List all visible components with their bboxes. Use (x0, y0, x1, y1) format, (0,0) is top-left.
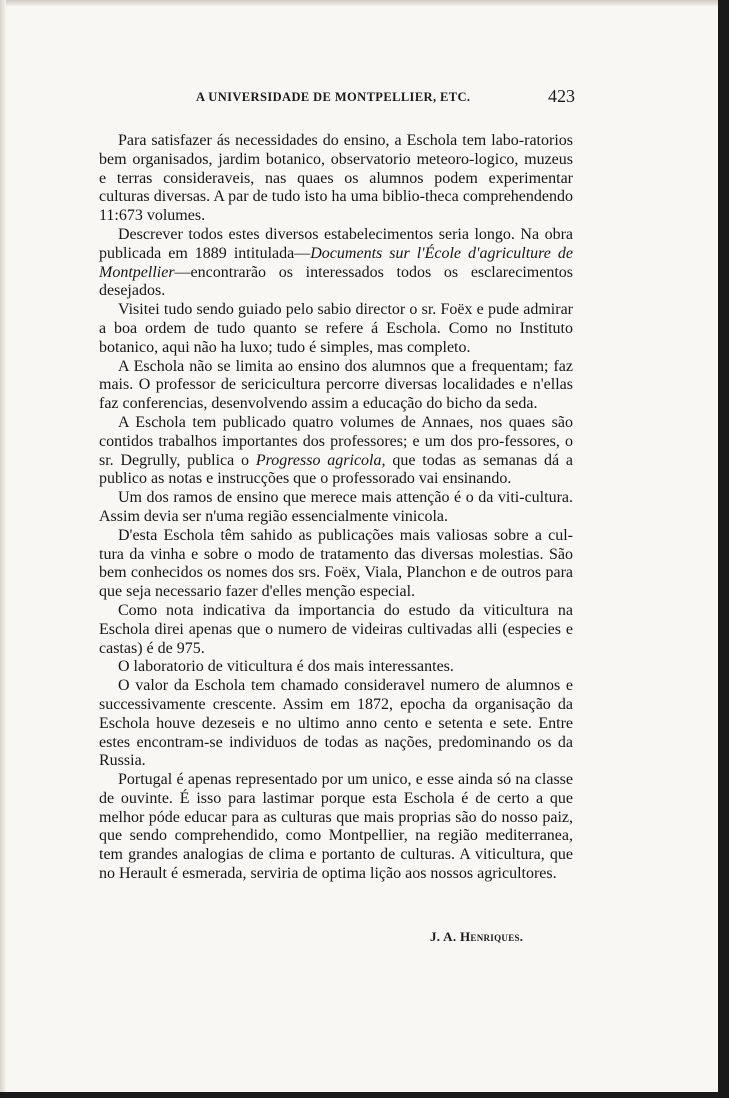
paragraph-visit: Visitei tudo sendo guiado pelo sabio director o sr. Foëx e pude admirar a boa ordem de tudo quanto se refere á Eschola. Como no Instituto botanico, aqui não ha luxo; tudo é simples, mas completo. (99, 301, 573, 356)
paragraph-vines-count: Como nota indicativa da importancia do estudo da viticultura na Eschola direi apenas que o numero de videiras cultivadas alli (especies e castas) é de 975. (99, 601, 573, 657)
paragraph-establishments (99, 226, 573, 301)
page-right-border (718, 0, 729, 1098)
paragraph-publications: D'esta Eschola têm sahido as publicações mais valiosas sobre a cul-tura da vinha e sobre o modo de tratamento das diversas molestias. São bem conhecidos os nomes dos srs. Foëx, Viala, Planchon e de outros para que seja necessario fazer d'elles menção especial. (99, 526, 573, 601)
paragraph-laboratory: O laboratorio de viticultura é dos mais interessantes. (118, 658, 454, 676)
paragraph-portugal: Portugal é apenas representado por um unico, e esse ainda só na classe de ouvinte. É isso para lastimar porque esta Eschola é de certo a que melhor póde educar para as culturas que mais proprias são do nosso paiz, que sendo comprehendido, como Montpellier, na região mediterranea, tem grandes analogias de clima e portanto de culturas. A viticultura, que no Herault é esmerada, serviria de optima lição aos nossos agricultores. (99, 771, 573, 883)
paragraph-students: O valor da Eschola tem chamado consideravel numero de alumnos e successivamente crescente. Assim em 1872, epocha da organisação da Eschola houve dezeseis e no ultimo anno cento e setenta e sete. Entre estes encontram-se individuos de todas as nações, predominando os da Russia. (99, 677, 573, 770)
signature-surname: Henriques. (459, 929, 524, 944)
page-top-edge (0, 0, 729, 6)
page-number: 423 (548, 86, 575, 106)
paragraph-annals-start: A Eschola tem publicado quatro volumes de Annaes, nos quaes são contidos trabalhos importantes dos professores; e um dos pro-fessores, o sr. Degrully, publica o (99, 413, 573, 469)
paragraph-laboratories: Para satisfazer ás necessidades do ensino, a Eschola tem labo-ratorios bem organisados, jardim botanico, observatorio meteoro-logico, muzeus e terras consideraveis, nas quaes os alumnos podem experimentar culturas diversas. A par de tudo isto ha uma biblio-theca comprehendendo 11:673 volumes. (99, 132, 573, 225)
paragraph-annals-end: que todas as semanas dá a publico as notas e instrucções que o professorado vai ensinando. (99, 451, 574, 488)
page-left-edge (0, 0, 6, 1098)
publication-title: Documents sur l'École d'agriculture de Montpellier (99, 244, 573, 281)
journal-title: Progresso agricola, (255, 451, 386, 469)
author-signature (430, 929, 523, 945)
paragraph-establishments-start: Descrever todos estes diversos estabelecimentos seria longo. Na obra publicada em 1889 intitulada— (99, 225, 573, 262)
body-text (99, 132, 573, 884)
running-header-title: A UNIVERSIDADE DE MONTPELLIER, ETC. (196, 90, 471, 104)
paragraph-viticulture: Um dos ramos de ensino que merece mais attenção é o da viti-cultura. Assim devia ser n'uma região essencialmente vinicola. (99, 489, 573, 525)
paragraph-establishments-end: —encontrarão os interessados todos os esclarecimentos desejados. (99, 263, 573, 300)
page-bottom-border (0, 1092, 729, 1098)
paragraph-sericulture: A Eschola não se limita ao ensino dos alumnos que a frequentam; faz mais. O professor de sericicultura percorre diversas localidades e n'ellas faz conferencias, desenvolvendo assim a educação do bicho da seda. (99, 357, 573, 413)
paragraph-annals (99, 414, 573, 489)
signature-initials: J. A. (430, 929, 460, 944)
